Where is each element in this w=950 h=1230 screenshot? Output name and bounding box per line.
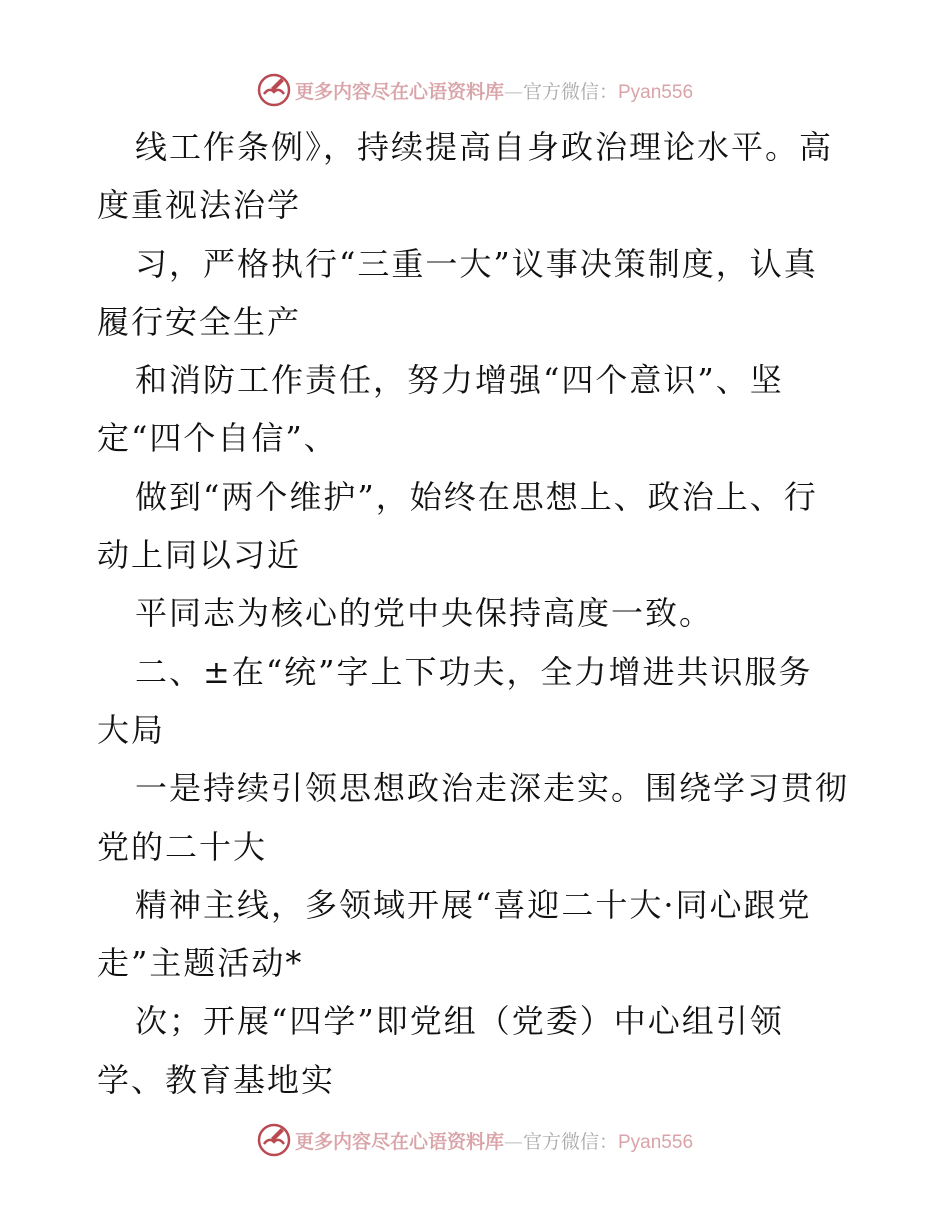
watermark-separator: — (503, 80, 523, 103)
book-pen-logo-icon (257, 1123, 291, 1157)
text-line: 党的二十大 (97, 827, 268, 866)
text-line: 次；开展“四学”即党组（党委）中心组引领 (135, 1002, 784, 1041)
watermark-text (295, 77, 693, 104)
watermark-brand: 更多内容尽在心语资料库 (294, 80, 504, 103)
footer-watermark (0, 1120, 950, 1160)
text-line: 平同志为核心的党中央保持高度一致。 (135, 594, 714, 633)
watermark-brand: 更多内容尽在心语资料库 (294, 1130, 504, 1153)
text-line: 度重视法治学 (97, 186, 302, 225)
watermark-text (295, 1127, 693, 1154)
text-line: 线工作条例》，持续提高自身政治理论水平。高 (135, 128, 834, 166)
watermark-label: 官方微信： (522, 80, 618, 103)
book-pen-logo-icon (257, 73, 291, 107)
text-line: 习，严格执行“三重一大”议事决策制度，认真 (135, 244, 818, 283)
text-line: 动上同以习近 (97, 536, 302, 575)
text-line: 精神主线，多领域开展“喜迎二十大·同心跟党 (135, 885, 812, 924)
text-line: 学、教育基地实 (97, 1060, 336, 1099)
text-line: 二、±在“统”字上下功夫，全力增进共识服务 (135, 652, 813, 691)
document-body (97, 118, 857, 1109)
text-line: 定“四个自信”、 (97, 419, 338, 458)
watermark-wechat-id: Pyan556 (618, 81, 694, 103)
text-line: 一是持续引领思想政治走深走实。围绕学习贯彻 (135, 769, 850, 808)
text-line: 走”主题活动* (97, 944, 304, 983)
watermark-label: 官方微信： (522, 1130, 618, 1153)
watermark-separator: — (503, 1130, 523, 1153)
text-line: 大局 (97, 710, 166, 749)
text-line: 履行安全生产 (97, 302, 302, 341)
text-line: 和消防工作责任，努力增强“四个意识”、坚 (135, 361, 784, 400)
header-watermark (0, 70, 950, 110)
watermark-wechat-id: Pyan556 (618, 1131, 694, 1153)
text-line: 做到“两个维护”，始终在思想上、政治上、行 (135, 477, 818, 516)
